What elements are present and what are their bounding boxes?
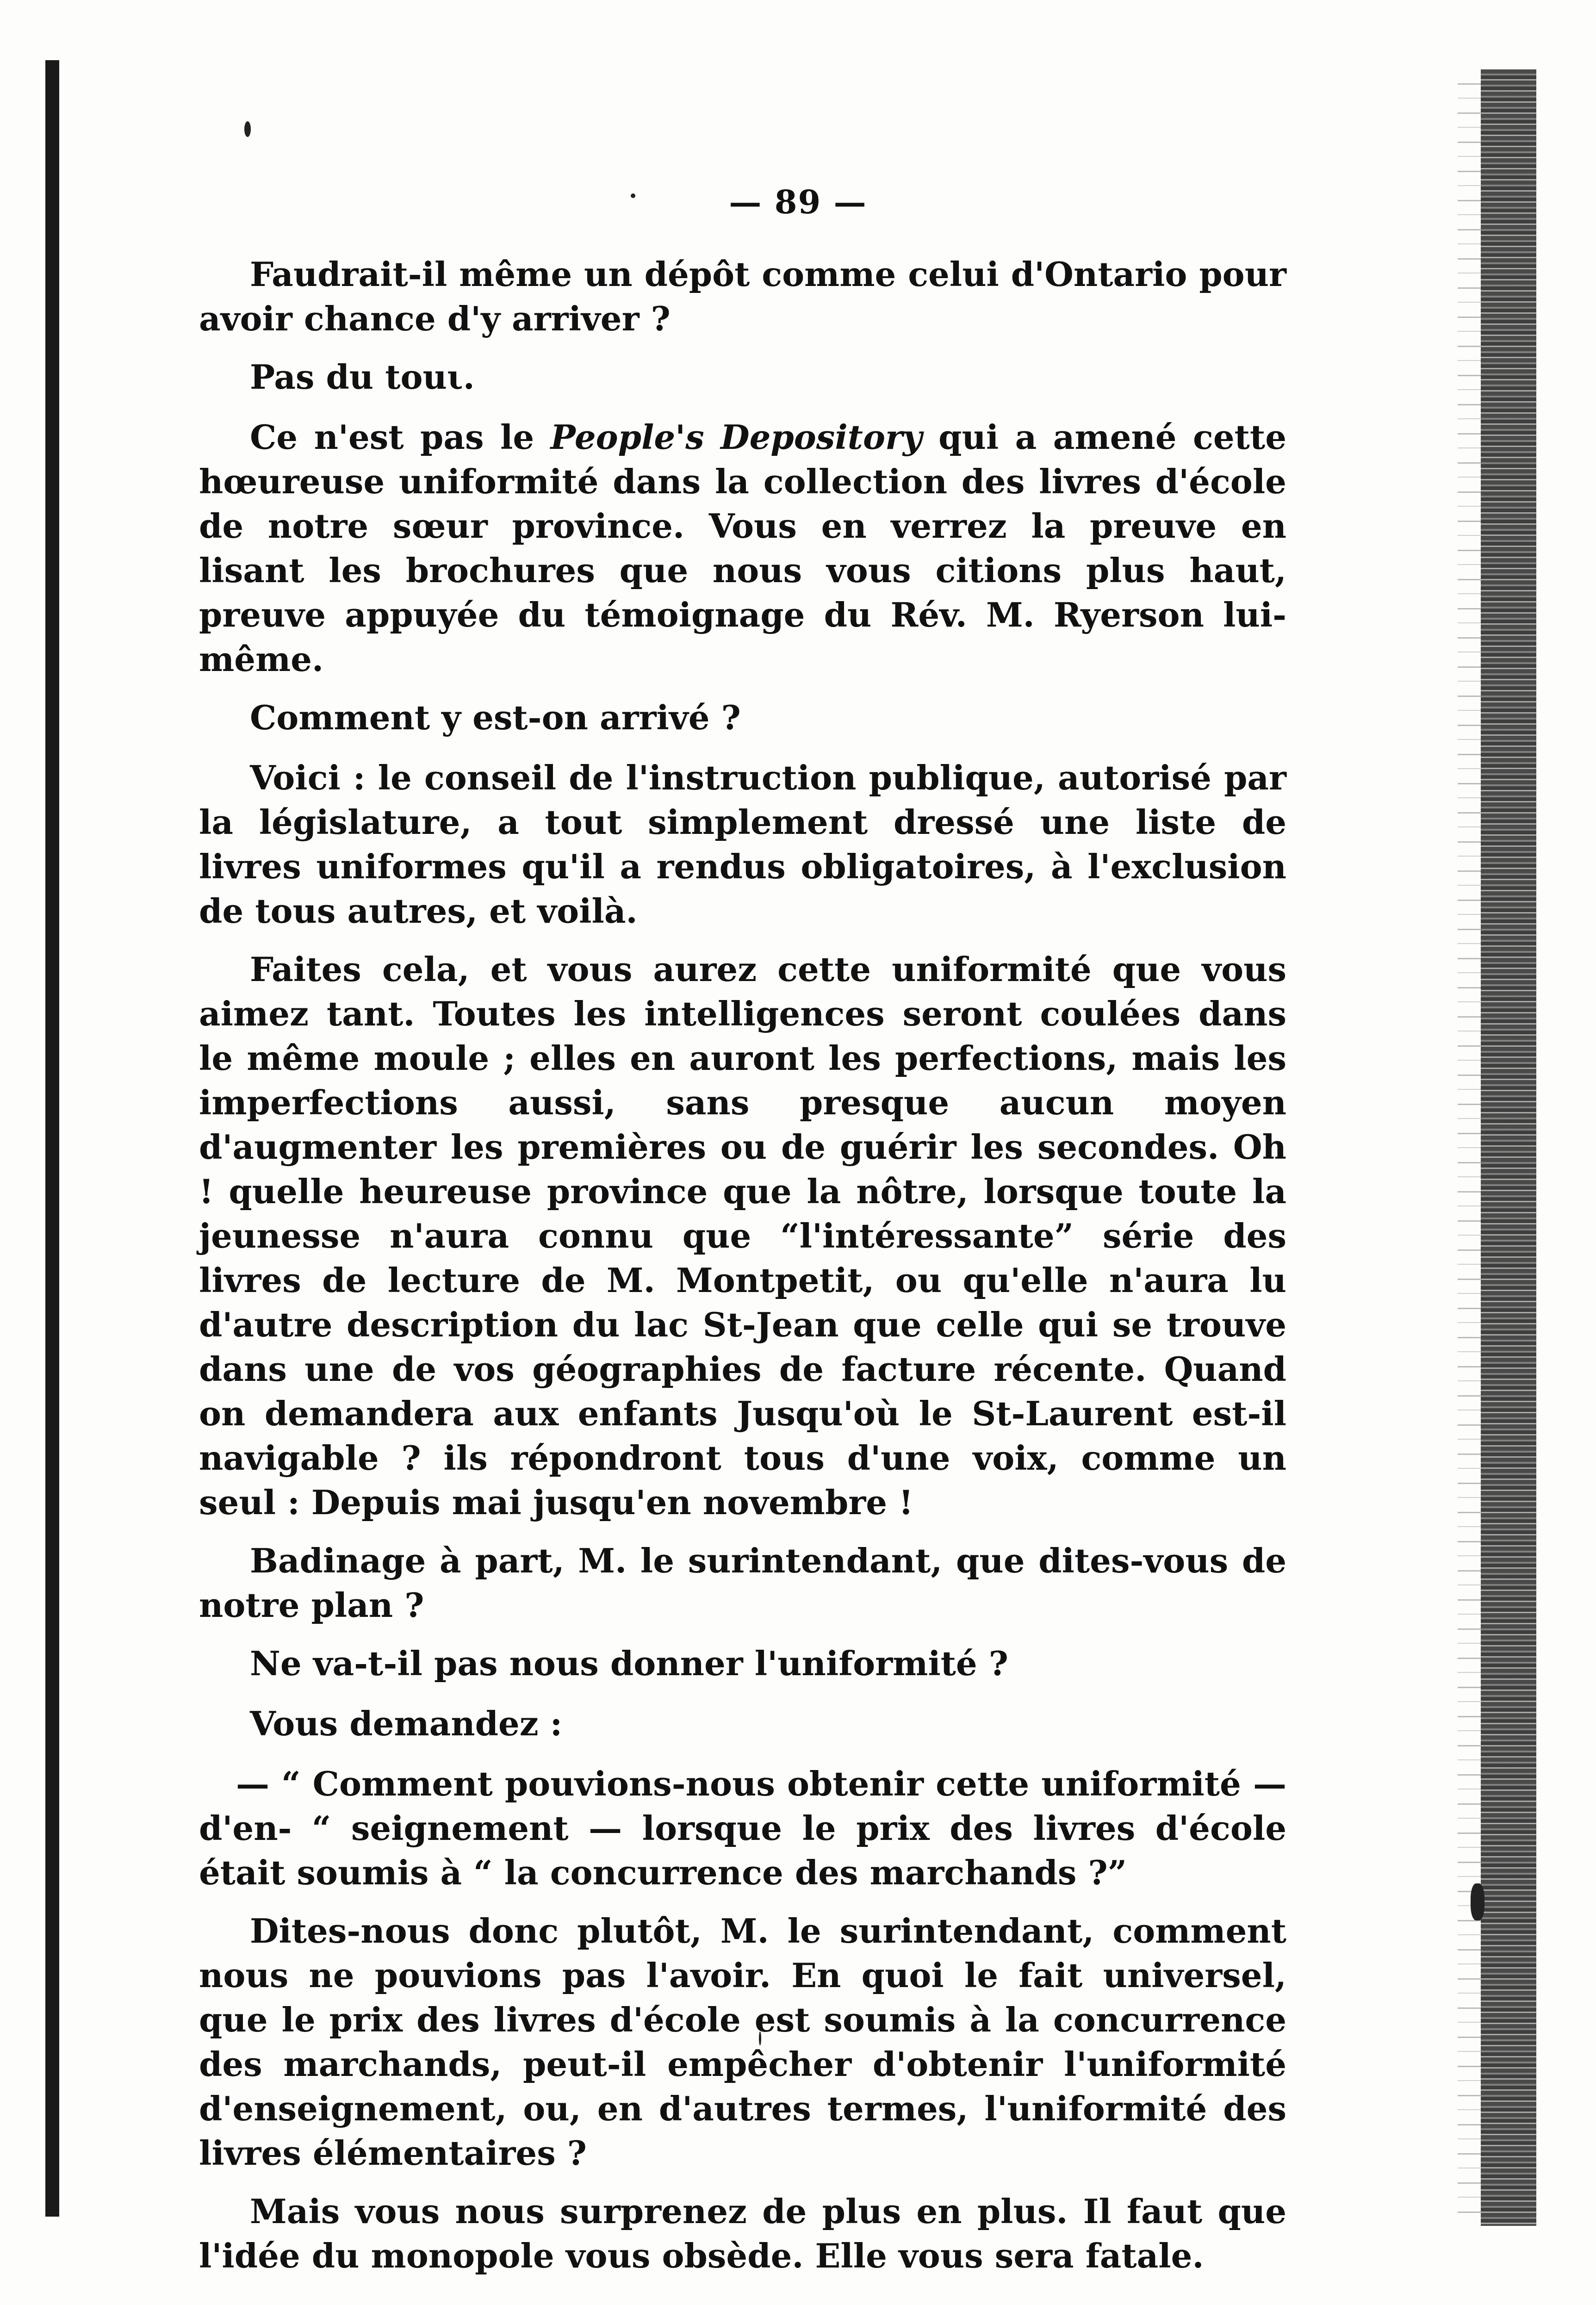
paragraph-4: Comment y est-on arrivé ? — [250, 698, 741, 737]
paragraph-10-quote: — “ Comment pouvions-nous obtenir cette uniformité — d'en- “ seignement — lorsque le prix des livres d'école était soumis à “ la concurrence des marchands ?” — [199, 1764, 1286, 1892]
paragraph-1: Faudrait-il même un dépôt comme celui d'Ontario pour avoir chance d'y arriver ? — [199, 255, 1286, 338]
paragraph-5: Voici : le conseil de l'instruction publique, autorisé par la législature, a tout simplement dressé une liste de livres uniformes qu'il a rendus obligatoires, à l'exclusion de tous autres, et voilà. — [199, 758, 1286, 931]
scan-speck — [244, 121, 251, 137]
paragraph-3-lead: Ce n'est pas le — [250, 417, 551, 457]
paragraph-3 — [199, 415, 1286, 682]
paragraph-11: Dites-nous donc plutôt, M. le surintendant, comment nous ne pouvions pas l'avoir. En quoi le fait universel, que le prix des livres d'école est soumis à la concurrence des marchands, peut-il empêcher d'obtenir l'uniformité d'enseignement, ou, en d'autres termes, l'uniformité des livres élémentaires ? — [199, 1911, 1286, 2173]
body-text — [199, 252, 1286, 2292]
right-binding-edge — [1481, 69, 1536, 2226]
paragraph-6: Faites cela, et vous aurez cette uniformité que vous aimez tant. Toutes les intelligences seront coulées dans le même moule ; elles en auront les perfections, mais les imperfections aussi, sans presque aucun moyen d'augmenter les premières ou de guérir les secondes. Oh ! quelle heureuse province que la nôtre, lorsque toute la jeunesse n'aura connu que “l'intéressante” série des livres de lecture de M. Montpetit, ou qu'elle n'aura lu d'autre description du lac St-Jean que celle qui se trouve dans une de vos géographies de facture récente. Quand on demandera aux enfants Jusqu'où le St-Laurent est-il navigable ? ils répondront tous d'une voix, comme un seul : Depuis mai jusqu'en novembre ! — [199, 950, 1286, 1522]
paragraph-2: Pas du touι. — [250, 357, 475, 397]
paragraph-9: Vous demandez : — [250, 1704, 563, 1743]
left-binding-edge — [45, 60, 59, 2217]
paragraph-8: Ne va-t-il pas nous donner l'uniformité ? — [250, 1644, 1008, 1683]
paragraph-12: Mais vous nous surprenez de plus en plus. Il faut que l'idée du monopole vous obsède. Elle vous sera fatale. — [199, 2192, 1286, 2275]
page-number: — 89 — — [729, 183, 867, 221]
peoples-depository-title: People's Depository — [550, 417, 922, 457]
scan-speck — [1471, 1883, 1484, 1920]
paragraph-3-rest: qui a amené cette hœureuse uniformité dans la collection des livres d'école de notre sœur province. Vous en verrez la preuve en lisant les brochures que nous vous citions plus haut, preuve appuyée du témoignage du Rév. M. Ryerson lui-même. — [199, 417, 1287, 679]
paragraph-7: Badinage à part, M. le surintendant, que dites-vous de notre plan ? — [199, 1541, 1286, 1625]
